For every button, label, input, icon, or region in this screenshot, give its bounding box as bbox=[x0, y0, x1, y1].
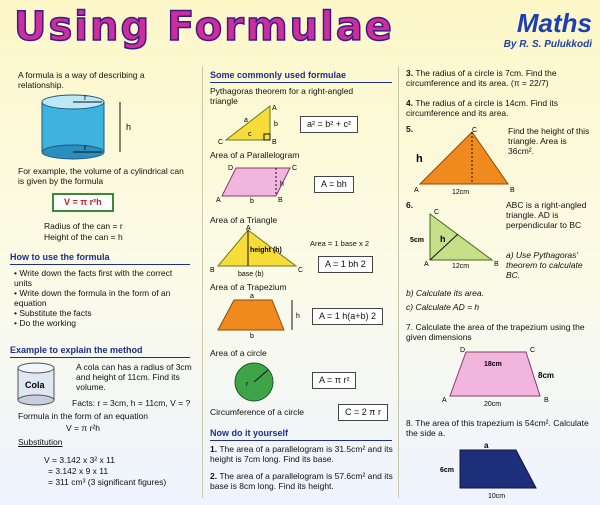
divider bbox=[398, 66, 399, 498]
question-6b: b) Calculate its area. bbox=[406, 288, 484, 298]
pythagoras-title: Pythagoras theorem for a right-angled triangle bbox=[210, 86, 354, 107]
list-item: • Do the working bbox=[14, 318, 192, 328]
question-6-triangle bbox=[410, 206, 502, 268]
svg-text:h: h bbox=[416, 153, 423, 165]
question-1: 1. The area of a parallelogram is 31.5cm² and its height is 7cm long. Find its base. bbox=[210, 444, 393, 465]
question-3-text: The radius of a circle is 7cm. Find the circumference and its area. (π = 22/7) bbox=[406, 68, 557, 89]
example-heading: Example to explain the method bbox=[10, 345, 190, 358]
question-2: 2. The area of a parallelogram is 57.6cm² and its base is 8cm long. Find its height. bbox=[210, 471, 393, 492]
q6-side-label: 5cm bbox=[410, 237, 425, 244]
example-text: For example, the volume of a cylindrical can is given by the formula bbox=[18, 166, 184, 187]
svg-text:B: B bbox=[210, 267, 215, 274]
circle-title: Area of a circle bbox=[210, 348, 267, 358]
svg-text:A: A bbox=[414, 187, 419, 194]
question-1-text: The area of a parallelogram is 31.5cm² and its height is 7cm long. Find its base. bbox=[210, 444, 393, 465]
svg-text:c: c bbox=[248, 131, 252, 138]
q7-bottom-label: 20cm bbox=[484, 401, 502, 408]
svg-text:a: a bbox=[250, 293, 254, 300]
triangle-base-label: base (b) bbox=[238, 271, 264, 278]
equation-label: Formula in the form of an equation bbox=[18, 411, 148, 421]
list-item: • Write down the facts first with the correct units bbox=[14, 268, 192, 288]
cylinder-illustration bbox=[36, 94, 146, 160]
circle-formula: A = π r² bbox=[312, 372, 356, 389]
question-4: 4. The radius of a circle is 14cm. Find its circumference and its area. bbox=[406, 98, 558, 119]
svg-text:A: A bbox=[246, 225, 251, 232]
svg-text:h: h bbox=[296, 313, 300, 320]
triangle-diagram bbox=[210, 226, 306, 278]
triangle-title: Area of a Triangle bbox=[210, 215, 278, 225]
q7-top-label: 18cm bbox=[484, 361, 502, 368]
question-2-text: The area of a parallelogram is 57.6cm² and its base is 8cm long. Find its height. bbox=[210, 471, 393, 492]
circumference-formula: C = 2 π r bbox=[338, 404, 388, 421]
svg-text:A: A bbox=[272, 105, 277, 112]
list-item: • Substitute the facts bbox=[14, 308, 192, 318]
svg-text:b: b bbox=[250, 333, 254, 340]
svg-text:D: D bbox=[228, 165, 234, 172]
substitution-label: Substitution bbox=[18, 437, 63, 447]
cola-label: Cola bbox=[25, 380, 45, 390]
facts-text: Facts: r = 3cm, h = 11cm, V = ? bbox=[72, 398, 191, 408]
svg-text:C: C bbox=[218, 139, 224, 146]
parallelogram-diagram bbox=[214, 162, 300, 204]
cyl-h-label: h bbox=[126, 122, 132, 132]
substitution-line: = 311 cm³ (3 significant figures) bbox=[48, 477, 167, 487]
parallelogram-title: Area of a Parallelogram bbox=[210, 150, 300, 160]
svg-text:C: C bbox=[298, 267, 304, 274]
question-3: 3. The radius of a circle is 7cm. Find the circumference and its area. (π = 22/7) bbox=[406, 68, 557, 89]
q8-a-label: a bbox=[484, 441, 489, 450]
formulae-heading: Some commonly used formulae bbox=[210, 70, 392, 83]
how-heading: How to use the formula bbox=[10, 252, 190, 265]
question-6a: a) Use Pythagoras' theorem to calculate BC. bbox=[506, 250, 583, 281]
q8-side-label: 6cm bbox=[440, 467, 455, 474]
list-item: • Write down the formula in the form of an equation bbox=[14, 288, 192, 308]
cyl-r-label: r bbox=[84, 143, 87, 152]
intro-text: A formula is a way of describing a relationship. bbox=[18, 70, 145, 91]
brand-subject: Maths bbox=[516, 8, 592, 38]
divider bbox=[202, 66, 203, 498]
svg-text:B: B bbox=[272, 139, 277, 146]
parallelogram-formula: A = bh bbox=[314, 176, 354, 193]
question-4-text: The radius of a circle is 14cm. Find its circumference and its area. bbox=[406, 98, 558, 119]
equation: V = π r²h bbox=[66, 423, 100, 433]
circumference-title: Circumference of a circle bbox=[210, 407, 305, 417]
trapezium-diagram bbox=[212, 294, 306, 338]
height-text: Height of the can = h bbox=[44, 232, 123, 242]
q6-base-label: 12cm bbox=[452, 263, 470, 270]
yourself-heading: Now do it yourself bbox=[210, 428, 392, 441]
svg-text:B: B bbox=[278, 197, 283, 204]
q5-base-label: 12cm bbox=[452, 189, 470, 196]
question-6c: c) Calculate AD = h bbox=[406, 302, 480, 312]
question-8-text: 8. The area of this trapezium is 54cm². Calculate the side a. bbox=[406, 418, 589, 439]
svg-text:h: h bbox=[440, 234, 446, 244]
cola-can-illustration bbox=[16, 362, 58, 408]
how-list bbox=[14, 268, 192, 328]
substitution-line: V = 3.142 x 3² x 11 bbox=[44, 455, 115, 465]
circle-diagram bbox=[232, 360, 276, 404]
svg-text:A: A bbox=[216, 197, 221, 204]
brand-author: By R. S. Pulukkodi bbox=[503, 38, 592, 50]
substitution-line: = 3.142 x 9 x 11 bbox=[48, 466, 109, 476]
svg-text:r: r bbox=[246, 381, 249, 388]
triangle-formula: A = 1 bh 2 bbox=[318, 256, 373, 273]
svg-text:h: h bbox=[280, 181, 284, 188]
cyl-r-label: r bbox=[84, 93, 87, 102]
question-5-number: 5. bbox=[406, 124, 414, 134]
question-8-trapezium bbox=[440, 441, 560, 500]
svg-text:C: C bbox=[530, 347, 536, 354]
right-triangle-diagram bbox=[214, 102, 284, 146]
svg-text:C: C bbox=[472, 127, 478, 134]
svg-text:a: a bbox=[244, 117, 248, 124]
question-5-triangle bbox=[414, 128, 518, 196]
pythagoras-formula: a² = b² + c² bbox=[300, 116, 358, 133]
question-7-trapezium bbox=[440, 346, 560, 408]
volume-formula: V = π r²h bbox=[52, 193, 114, 212]
question-6-number: 6. bbox=[406, 200, 414, 210]
svg-text:C: C bbox=[434, 209, 440, 216]
svg-text:b: b bbox=[274, 121, 278, 128]
svg-text:A: A bbox=[442, 397, 447, 404]
q8-bottom-label: 10cm bbox=[488, 493, 506, 500]
brand bbox=[504, 8, 592, 50]
triangle-height-label: height (h) bbox=[250, 247, 282, 254]
svg-text:D: D bbox=[460, 347, 466, 354]
question-7-text: 7. Calculate the area of the trapezium using the given dimensions bbox=[406, 322, 585, 343]
page-title: Using Formulae bbox=[14, 4, 394, 50]
svg-text:C: C bbox=[292, 165, 298, 172]
question-5-text: Find the height of this triangle. Area is 36cm². bbox=[508, 126, 590, 157]
svg-text:B: B bbox=[494, 261, 499, 268]
svg-text:B: B bbox=[510, 187, 515, 194]
trapezium-formula: A = 1 h(a+b) 2 bbox=[312, 308, 383, 325]
svg-text:b: b bbox=[250, 198, 254, 205]
svg-text:B: B bbox=[544, 397, 549, 404]
question-6-text: ABC is a right-angled triangle. AD is perpendicular to BC bbox=[506, 200, 587, 231]
triangle-area-note: Area = 1 base x 2 bbox=[310, 239, 369, 248]
q7-side-label: 8cm bbox=[538, 371, 555, 380]
trapezium-title: Area of a Trapezium bbox=[210, 282, 287, 292]
svg-text:A: A bbox=[424, 261, 429, 268]
radius-text: Radius of the can = r bbox=[44, 221, 123, 231]
example-problem: A cola can has a radius of 3cm and height of 11cm. Find its volume. bbox=[76, 362, 192, 393]
